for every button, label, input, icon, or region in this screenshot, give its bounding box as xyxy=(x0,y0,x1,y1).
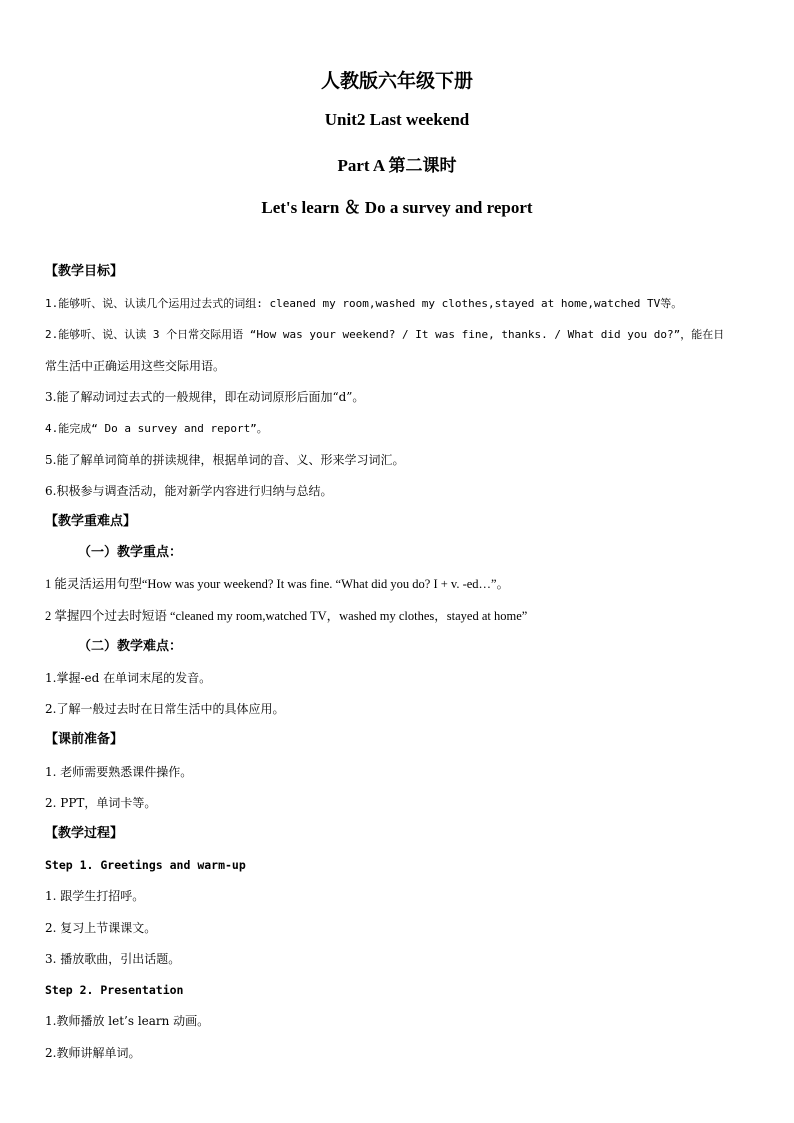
step1-item: 1. 跟学生打招呼。 xyxy=(45,889,145,903)
objective-item: 5.能了解单词简单的拼读规律，根据单词的音、义、形来学习词汇。 xyxy=(45,453,405,467)
lesson-title: Let's learn ＆ Do a survey and report xyxy=(261,198,533,217)
objective-item: 4.能完成“ Do a survey and report”。 xyxy=(45,422,268,435)
step1-title: Step 1. Greetings and warm-up xyxy=(45,858,246,872)
focus-item: 1 能灵活运用句型“How was your weekend? It was fine. “What did you do? I + v. -ed…”。 xyxy=(45,577,510,591)
process-heading: 【教学过程】 xyxy=(45,826,124,841)
preparation-item: 2. PPT，单词卡等。 xyxy=(45,796,157,810)
step2-title: Step 2. Presentation xyxy=(45,983,184,997)
objective-item: 常生活中正确运用这些交际用语。 xyxy=(45,359,226,373)
step2-item: 2.教师讲解单词。 xyxy=(45,1046,141,1060)
objective-item: 6.积极参与调查活动，能对新学内容进行归纳与总结。 xyxy=(45,484,333,498)
difficulty-heading: （二）教学难点： xyxy=(78,639,183,654)
focus-item: 2 掌握四个过去时短语 “cleaned my room,watched TV，washed my clothes，stayed at home” xyxy=(45,609,528,623)
objective-item: 1.能够听、说、认读几个运用过去式的词组: cleaned my room,washed my clothes,stayed at home,watched TV等。 xyxy=(45,297,683,310)
unit-title: Unit2 Last weekend xyxy=(324,110,470,129)
objectives-heading: 【教学目标】 xyxy=(45,264,124,279)
difficulty-item: 2.了解一般过去时在日常生活中的具体应用。 xyxy=(45,702,285,716)
document-title: 人教版六年级下册 xyxy=(320,71,473,92)
preparation-item: 1. 老师需要熟悉课件操作。 xyxy=(45,765,193,779)
key-points-heading: 【教学重难点】 xyxy=(45,514,137,529)
part-title: Part A 第二课时 xyxy=(337,156,457,175)
preparation-heading: 【课前准备】 xyxy=(45,732,124,747)
focus-heading: （一）教学重点： xyxy=(78,545,183,560)
step1-item: 3. 播放歌曲，引出话题。 xyxy=(45,952,181,966)
objective-item: 3.能了解动词过去式的一般规律，即在动词原形后面加“d”。 xyxy=(45,390,365,404)
step1-item: 2. 复习上节课课文。 xyxy=(45,921,157,935)
step2-item: 1.教师播放 let’s learn 动画。 xyxy=(45,1014,210,1028)
difficulty-item: 1.掌握-ed 在单词末尾的发音。 xyxy=(45,671,212,685)
objective-item: 2.能够听、说、认读 3 个日常交际用语 “How was your weekend? / It was fine, thanks. / What did you do?”，能在日 xyxy=(45,328,725,341)
